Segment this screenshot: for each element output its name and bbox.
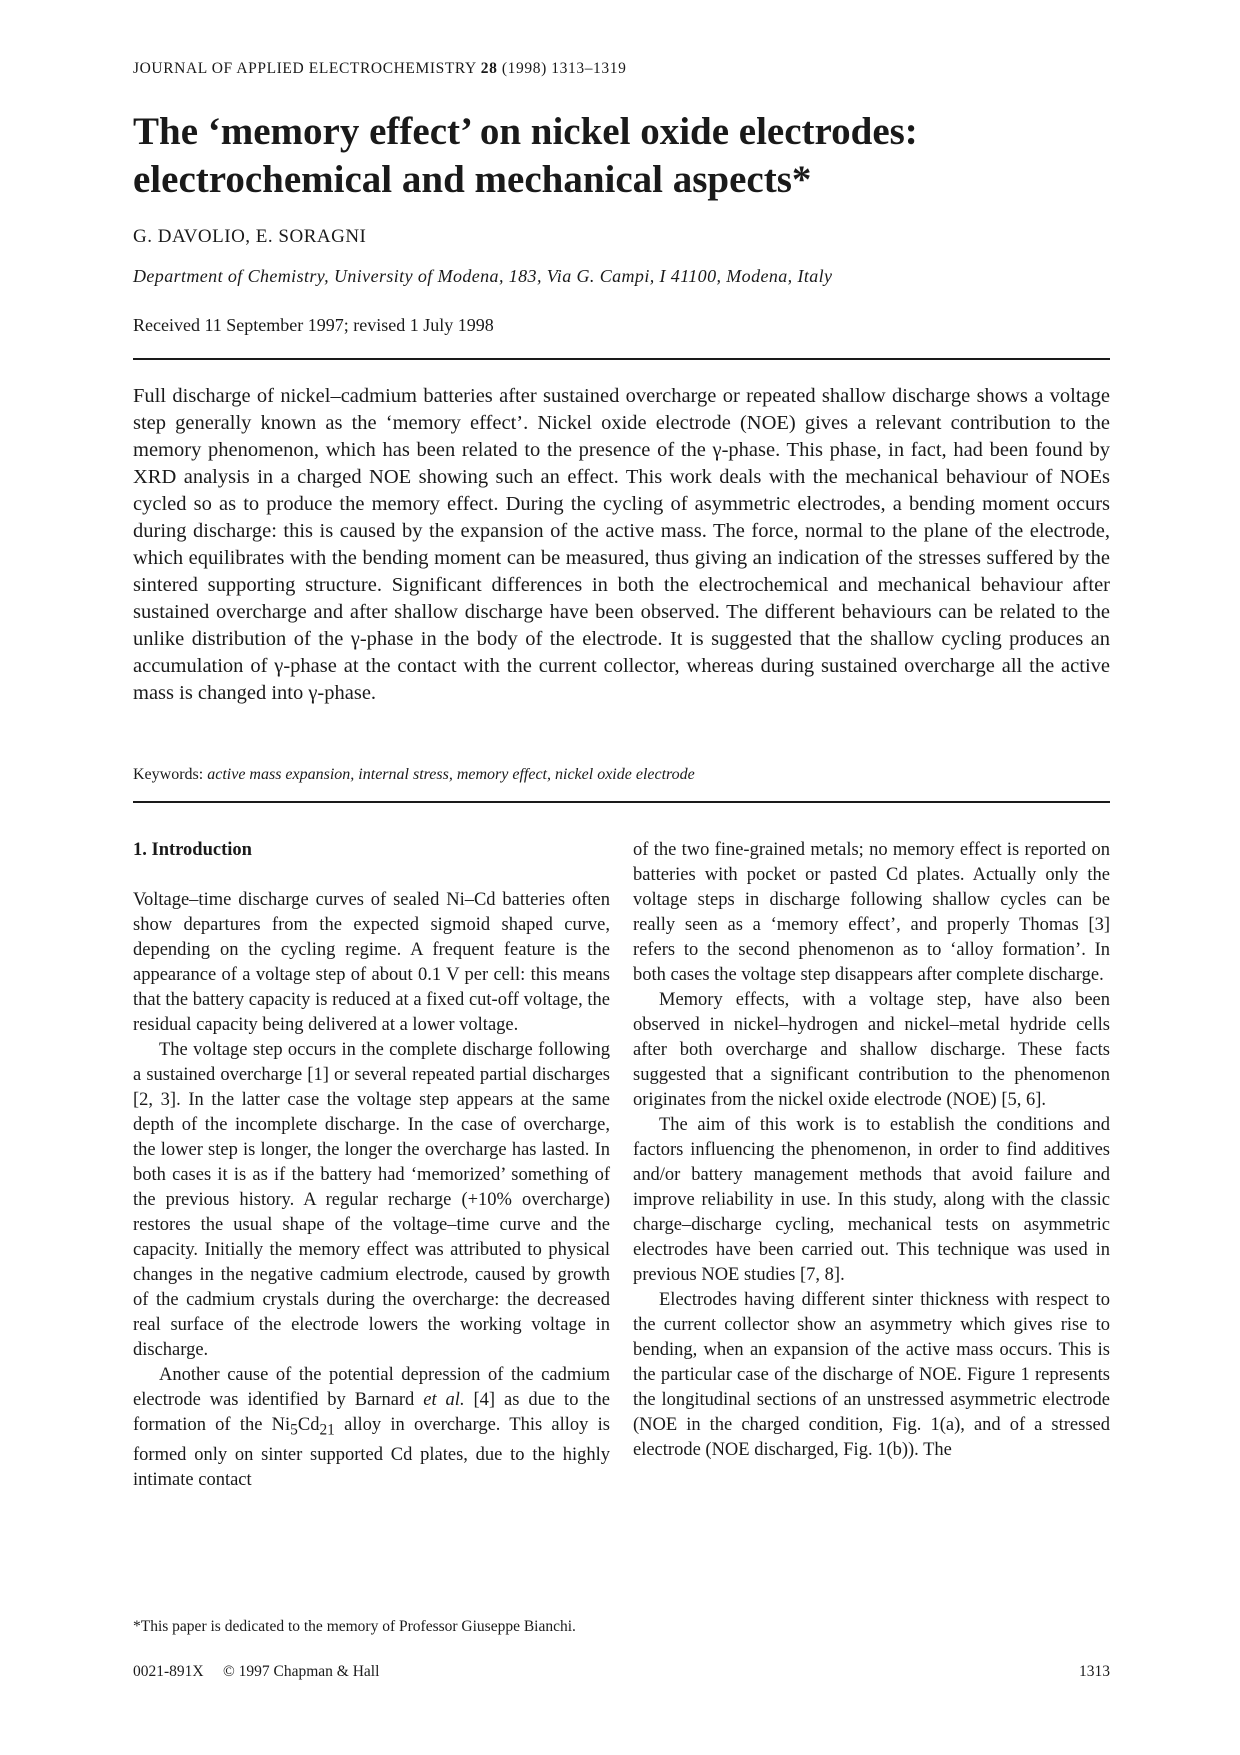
left-paragraph-2: The voltage step occurs in the complete discharge following a sustained overcharge [1] or several repeated partial discharges [2, 3]. In the latter case the voltage step appears at the same depth of the incomplete discharge. In the case of overcharge, the lower step is longer, the longer the overcharge has lasted. In both cases it is as if the battery had ‘memorized’ something of the previous history. A regular recharge (+10% overcharge) restores the usual shape of the voltage–time curve and the capacity. Initially the memory effect was attributed to physical changes in the negative cadmium electrode, caused by growth of the cadmium crystals during the overcharge: the decreased real surface of the electrode lowers the working voltage in discharge. [133, 1040, 610, 1360]
journal-header [133, 60, 626, 78]
p3-text-a: Another cause of the potential depression of the cadmium electrode was identified by Barnard [133, 1365, 610, 1410]
journal-name: JOURNAL OF APPLIED ELECTROCHEMISTRY [133, 60, 477, 77]
abstract: Full discharge of nickel–cadmium batteries after sustained overcharge or repeated shallow discharge shows a voltage step generally known as the ‘memory effect’. Nickel oxide electrode (NOE) gives a relevant contribution to the memory phenomenon, which has been related to the presence of the γ-phase. This phase, in fact, had been found by XRD analysis in a charged NOE showing such an effect. This work deals with the mechanical behaviour of NOEs cycled so as to produce the memory effect. During the cycling of asymmetric electrodes, a bending moment occurs during discharge: this is caused by the expansion of the active mass. The force, normal to the plane of the electrode, which equilibrates with the bending moment can be measured, thus giving an indication of the stresses suffered by the sintered supporting structure. Significant differences in both the electrochemical and mechanical behaviour after sustained overcharge and after shallow discharge have been observed. The different behaviours can be related to the unlike distribution of the γ-phase in the body of the electrode. It is suggested that the shallow cycling produces an accumulation of γ-phase at the contact with the current collector, whereas during sustained overcharge all the active mass is changed into γ-phase. [133, 385, 1110, 704]
affiliation: Department of Chemistry, University of Modena, 183, Via G. Campi, I 41100, Modena, Italy [133, 266, 833, 286]
paper-title-line-2: electrochemical and mechanical aspects* [133, 158, 812, 201]
paper-title-line-1: The ‘memory effect’ on nickel oxide electrodes: [133, 110, 918, 153]
p3-subscript-ni: 5 [290, 1421, 298, 1439]
right-column [633, 838, 1110, 1463]
issn-code: 0021-891X [133, 1663, 204, 1680]
right-paragraph-2: Memory effects, with a voltage step, have also been observed in nickel–hydrogen and nickel–metal hydride cells after both overcharge and shallow discharge. These facts suggested that a significant contribution to the phenomenon originates from the nickel oxide electrode (NOE) [5, 6]. [633, 990, 1110, 1110]
keywords-rule [133, 801, 1110, 803]
page-number: 1313 [1079, 1663, 1110, 1680]
left-paragraph-3 [133, 1363, 610, 1493]
paper-title [133, 108, 1110, 204]
p3-text-d: alloy in overcharge. This alloy is formed only on sinter supported Cd plates, due to the highly intimate contact [133, 1415, 610, 1490]
keywords-list: active mass expansion, internal stress, memory effect, nickel oxide electrode [207, 766, 695, 783]
p3-text-b: [4] as due to the formation of the Ni [133, 1390, 610, 1435]
copyright: © 1997 Chapman & Hall [222, 1663, 380, 1680]
p3-subscript-cd: 21 [319, 1421, 335, 1439]
journal-year-pages: (1998) 1313–1319 [501, 60, 627, 77]
page-footer [133, 1663, 1110, 1681]
footnote: *This paper is dedicated to the memory of Professor Giuseppe Bianchi. [133, 1618, 576, 1635]
right-paragraph-3: The aim of this work is to establish the conditions and factors influencing the phenomenon, in order to find additives and/or battery management methods that avoid failure and improve reliability in use. In this study, along with the classic charge–discharge cycling, mechanical tests on asymmetric electrodes have been carried out. This technique was used in previous NOE studies [7, 8]. [633, 1115, 1110, 1285]
section-heading: 1. Introduction [133, 840, 252, 860]
journal-volume: 28 [480, 60, 498, 77]
p3-text-c: Cd [297, 1415, 320, 1435]
p3-etal: et al. [423, 1390, 465, 1410]
keywords-label: Keywords: [133, 766, 204, 783]
keywords [133, 766, 695, 784]
authors: G. DAVOLIO, E. SORAGNI [133, 226, 367, 247]
right-paragraph-1: of the two fine-grained metals; no memory effect is reported on batteries with pocket or pasted Cd plates. Actually only the voltage steps in discharge following shallow cycles can be really seen as a ‘memory effect’, and properly Thomas [3] refers to the second phenomenon as to ‘alloy formation’. In both cases the voltage step disappears after complete discharge. [633, 840, 1110, 985]
received-dates: Received 11 September 1997; revised 1 July 1998 [133, 315, 494, 335]
right-paragraph-4: Electrodes having different sinter thickness with respect to the current collector show an asymmetry which gives rise to bending, when an expansion of the active mass occurs. This is the particular case of the discharge of NOE. Figure 1 represents the longitudinal sections of an unstressed asymmetric electrode (NOE in the charged condition, Fig. 1(a), and of a stressed electrode (NOE discharged, Fig. 1(b)). The [633, 1290, 1110, 1460]
left-column [133, 838, 610, 1493]
top-rule [133, 358, 1110, 360]
left-paragraph-1: Voltage–time discharge curves of sealed Ni–Cd batteries often show departures from the expected sigmoid shaped curve, depending on the cycling regime. A frequent feature is the appearance of a voltage step of about 0.1 V per cell: this means that the battery capacity is reduced at a fixed cut-off voltage, the residual capacity being delivered at a lower voltage. [133, 890, 610, 1035]
